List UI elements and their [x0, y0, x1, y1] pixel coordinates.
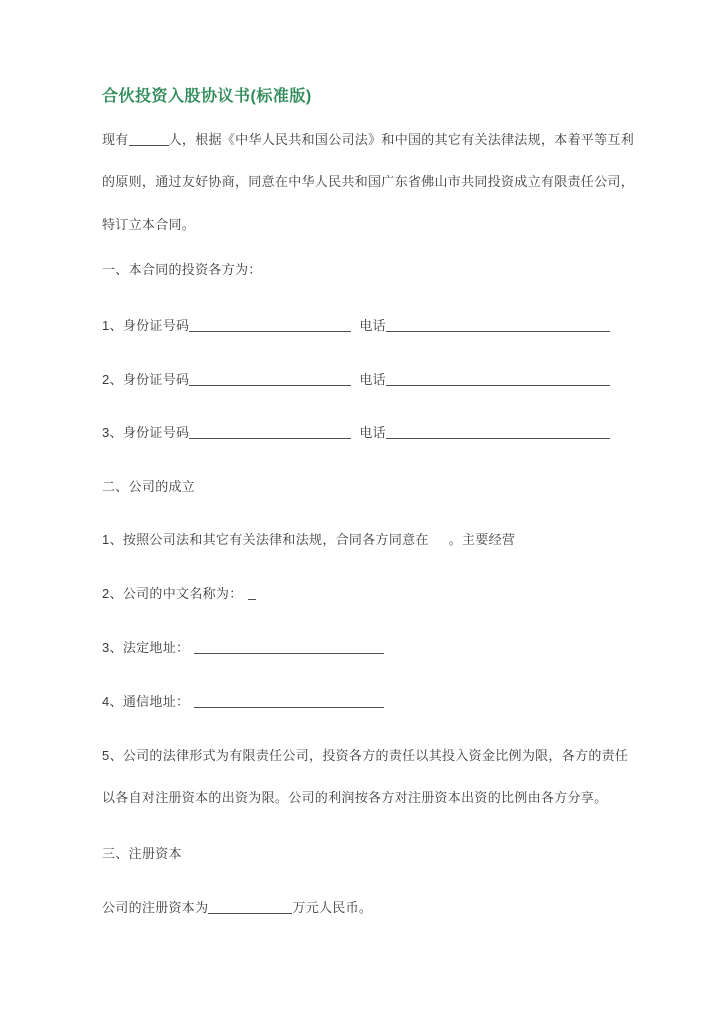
investor-row-2 [102, 371, 610, 389]
company-name-blank-line [248, 586, 256, 600]
capital-pre: 公司的注册资本为 [102, 900, 209, 915]
intro-line-3: 特订立本合同。 [102, 217, 196, 232]
section-2-item-5-line-1: 5、公司的法律形式为有限责任公司，投资各方的责任以其投入资金比例为限，各方的责任 [102, 748, 629, 763]
section-2-heading: 二、公司的成立 [102, 479, 196, 494]
company-name-label: 2、公司的中文名称为： [102, 586, 243, 601]
legal-address-blank-line [194, 640, 384, 654]
item-1-post: 。主要经营 [448, 532, 516, 547]
phone-label: 电话 [359, 425, 386, 440]
intro-line-1-post: 人，根据《中华人民共和国公司法》和中国的其它有关法律法规，本着平等互利 [168, 132, 635, 147]
section-2-item-5-line-2: 以各自对注册资本的出资为限。公司的利润按各方对注册资本出资的比例由各方分享。 [102, 790, 608, 805]
id-number-blank-line [189, 318, 351, 332]
mailing-address-label: 4、通信地址： [102, 694, 190, 709]
investor-row-1 [102, 317, 610, 335]
blank-space [429, 543, 449, 544]
id-number-label: 3、身份证号码 [102, 425, 190, 440]
registered-capital-line [102, 899, 372, 917]
capital-post: 万元人民币。 [292, 900, 373, 915]
id-number-label: 2、身份证号码 [102, 372, 190, 387]
id-number-blank-line [189, 425, 351, 439]
section-2-item-2 [102, 585, 256, 603]
section-1-heading: 一、本合同的投资各方为： [102, 262, 262, 277]
capital-blank-line [208, 900, 292, 914]
section-3-heading: 三、注册资本 [102, 846, 182, 861]
phone-label: 电话 [359, 318, 386, 333]
section-2-item-3 [102, 639, 384, 657]
intro-line-1 [102, 131, 634, 149]
section-2-item-4 [102, 693, 384, 711]
phone-blank-line [386, 372, 610, 386]
item-1-pre: 1、按照公司法和其它有关法律和法规，合同各方同意在 [102, 532, 429, 547]
mailing-address-blank-line [194, 694, 384, 708]
id-number-label: 1、身份证号码 [102, 318, 190, 333]
intro-line-1-pre: 现有 [102, 132, 129, 147]
phone-blank-line [386, 318, 610, 332]
phone-blank-line [386, 425, 610, 439]
legal-address-label: 3、法定地址： [102, 640, 190, 655]
people-count-blank-line [129, 132, 169, 146]
intro-line-2: 的原则，通过友好协商，同意在中华人民共和国广东省佛山市共同投资成立有限责任公司， [102, 174, 635, 189]
investor-row-3 [102, 424, 610, 442]
id-number-blank-line [189, 372, 351, 386]
phone-label: 电话 [359, 372, 386, 387]
document-title: 合伙投资入股协议书(标准版) [102, 88, 312, 105]
section-2-item-1 [102, 531, 515, 549]
